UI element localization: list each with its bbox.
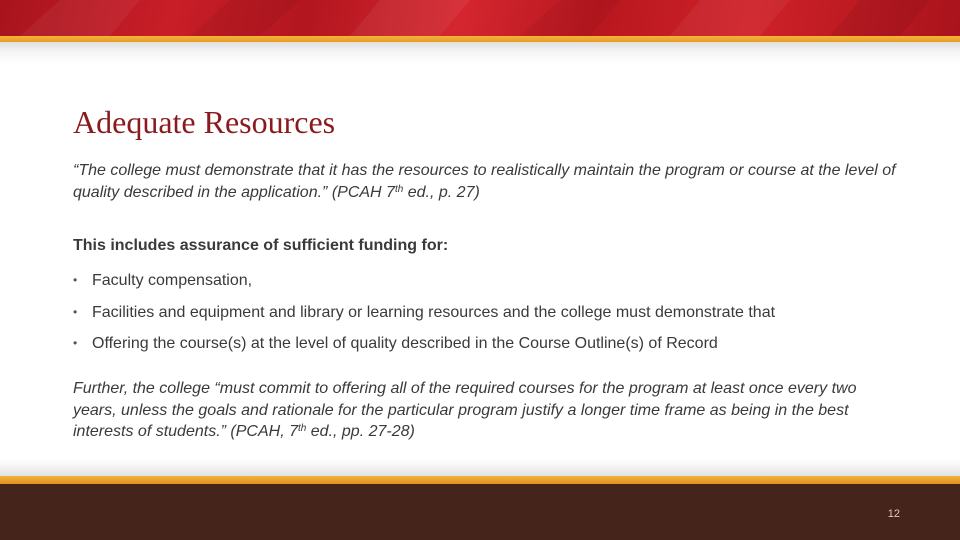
quote-text: “The college must demonstrate that it has the resources to realistically maintain the program or course at the level of quality described in the application.” (PCAH 7	[73, 162, 896, 201]
further-paragraph	[73, 378, 903, 443]
pcah-quote	[73, 160, 903, 204]
list-item-text: Offering the course(s) at the level of quality described in the Course Outline(s) of Record	[92, 335, 718, 352]
banner-texture	[0, 0, 960, 36]
quote-superscript: th	[394, 184, 404, 195]
list-item	[73, 333, 775, 354]
top-banner	[0, 0, 960, 36]
list-item	[73, 270, 775, 291]
bullet-icon: •	[73, 304, 78, 319]
bullet-icon: •	[73, 273, 78, 287]
list-item-text: Facilities and equipment and library or learning resources and the college must demonstrate that	[92, 303, 776, 321]
bottom-shadow	[0, 458, 960, 476]
bullet-icon: •	[73, 336, 78, 350]
further-citation: ed., pp. 27-28)	[306, 423, 415, 440]
list-item	[73, 302, 775, 323]
page-number: 12	[887, 508, 900, 520]
further-text: Further, the college “must commit to offering all of the required courses for the program at least once every two years, unless the goals and rationale for the particular program justify a longer time frame as being in the best interests of students.” (PCAH, 7	[73, 380, 857, 440]
further-superscript: th	[297, 423, 307, 434]
top-shadow	[0, 42, 960, 64]
slide-title: Adequate Resources	[73, 104, 336, 140]
funding-intro: This includes assurance of sufficient funding for:	[73, 237, 449, 254]
funding-list	[73, 270, 775, 365]
bottom-gold-stripe	[0, 476, 960, 484]
footer-band	[0, 484, 960, 540]
quote-citation: ed., p. 27)	[403, 184, 480, 201]
list-item-text: Faculty compensation,	[92, 272, 253, 289]
